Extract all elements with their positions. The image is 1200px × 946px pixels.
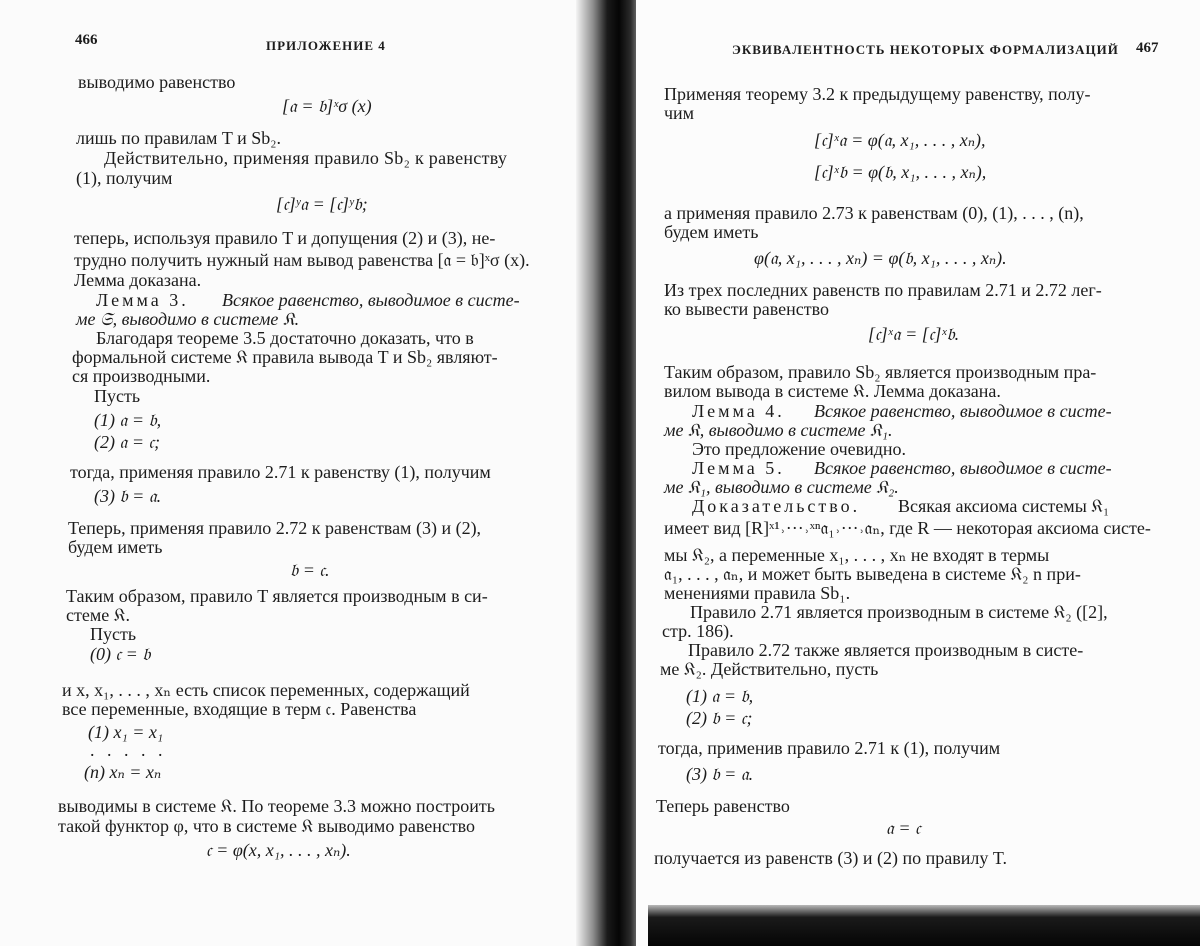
- lemma-statement: ме 𝔎₁, выводимо в системе 𝔎₂.: [664, 477, 899, 497]
- running-head-right: ЭКВИВАЛЕНТНОСТЬ НЕКОТОРЫХ ФОРМАЛИЗАЦИЙ: [732, 42, 1119, 57]
- text-line: такой функтор φ, что в системе 𝔎 выводимо равенство: [58, 816, 476, 836]
- lemma-heading: Лемма 4.: [692, 401, 785, 421]
- text-line: Таким образом, правило Sb₂ является производным пра-: [664, 362, 1097, 382]
- formula-line: [𝔞 = 𝔟]ˣσ (x): [282, 96, 372, 116]
- text-line: Действительно, применяя правило Sb₂ к равенству: [104, 148, 508, 168]
- text-line: стр. 186).: [662, 621, 734, 641]
- formula-line: 𝔞 = 𝔠: [886, 818, 921, 838]
- text-line: Из трех последних равенств по правилам 2.71 и 2.72 лег-: [664, 280, 1102, 300]
- lemma-statement: ме 𝔖, выводимо в системе 𝔎.: [76, 309, 300, 329]
- formula-line: 𝔟 = 𝔠.: [290, 560, 330, 580]
- text-line: выводимо равенство: [78, 72, 236, 92]
- text-line: Теперь, применяя правило 2.72 к равенствам (3) и (2),: [68, 518, 482, 538]
- text-line: имеет вид [R]ˣ¹˒···˒ˣⁿ𝔞₁˒···˒𝔞ₙ, где R — некоторая аксиома систе-: [664, 518, 1151, 538]
- equation-line: (3) 𝔟 = 𝔞.: [94, 486, 162, 506]
- text-line: Таким образом, правило T является производным в си-: [66, 586, 488, 606]
- formula-line: [𝔠]ʸ𝔞 = [𝔠]ʸ𝔟;: [276, 194, 368, 214]
- text-line: Благодаря теореме 3.5 достаточно доказать, что в: [96, 328, 474, 348]
- formula-line: [𝔠]ˣ𝔞 = [𝔠]ˣ𝔟.: [868, 324, 960, 344]
- text-line: Пусть: [90, 624, 137, 644]
- text-line: ме 𝔎₂. Действительно, пусть: [660, 659, 879, 679]
- equation-line: (2) 𝔟 = 𝔠;: [686, 708, 753, 728]
- page-number-right: 467: [1136, 40, 1159, 56]
- text-line: менениями правила Sb₁.: [664, 583, 851, 603]
- text-line: Лемма доказана.: [74, 270, 202, 290]
- text-line: чим: [664, 103, 695, 123]
- text-line: Это предложение очевидно.: [692, 439, 907, 459]
- text-line: выводимы в системе 𝔎. По теореме 3.3 можно построить: [58, 796, 495, 816]
- text-line: будем иметь: [664, 222, 759, 242]
- text-line: вилом вывода в системе 𝔎. Лемма доказана.: [664, 381, 1001, 401]
- lemma-statement: Всякое равенство, выводимое в систе-: [814, 401, 1112, 421]
- text-line: лишь по правилам T и Sb₂.: [76, 128, 282, 148]
- text-line: трудно получить нужный нам вывод равенства [𝔞 = 𝔟]ˣσ (x).: [74, 250, 530, 270]
- formula-line: [𝔠]ˣ𝔟 = φ(𝔟, x₁, . . . , xₙ),: [814, 162, 987, 182]
- text-line: теперь, используя правило T и допущения (2) и (3), не-: [74, 228, 496, 248]
- left-page: [0, 0, 598, 946]
- right-page: [636, 0, 1200, 946]
- formula-line: 𝔠 = φ(x, x₁, . . . , xₙ).: [206, 840, 351, 860]
- equation-line: (n) xₙ = xₙ: [84, 762, 162, 782]
- running-head-left: ПРИЛОЖЕНИЕ 4: [266, 38, 386, 53]
- equation-line: (1) 𝔞 = 𝔟,: [686, 686, 754, 706]
- lemma-heading: Лемма 3.: [96, 290, 189, 310]
- lemma-statement: Всякое равенство, выводимое в систе-: [814, 458, 1112, 478]
- text-line: 𝔞₁, . . . , 𝔞ₙ, и может быть выведена в системе 𝔎₂ n при-: [664, 564, 1081, 584]
- lemma-statement: ме 𝔎, выводимо в системе 𝔎₁.: [664, 420, 893, 440]
- text-line: а применяя правило 2.73 к равенствам (0), (1), . . . , (n),: [664, 203, 1084, 223]
- page-shadow: [648, 905, 1200, 946]
- text-line: мы 𝔎₂, а переменные x₁, . . . , xₙ не входят в термы: [664, 545, 1050, 565]
- text-line: (1), получим: [76, 168, 173, 188]
- equation-line: (1) 𝔞 = 𝔟,: [94, 410, 162, 430]
- equation-line: (2) 𝔞 = 𝔠;: [94, 432, 161, 452]
- equation-line: (1) x₁ = x₁: [88, 722, 164, 742]
- equation-line: (3) 𝔟 = 𝔞.: [686, 764, 754, 784]
- text-line: ся производными.: [72, 366, 211, 386]
- text-line: Всякая аксиома системы 𝔎₁: [898, 496, 1110, 516]
- text-line: Теперь равенство: [656, 796, 790, 816]
- formula-line: [𝔠]ˣ𝔞 = φ(𝔞, x₁, . . . , xₙ),: [814, 130, 986, 150]
- proof-heading: Доказательство.: [692, 496, 861, 516]
- text-line: тогда, применяя правило 2.71 к равенству (1), получим: [70, 462, 491, 482]
- text-line: и x, x₁, . . . , xₙ есть список переменных, содержащий: [62, 680, 470, 700]
- text-line: Пусть: [94, 386, 141, 406]
- text-line: все переменные, входящие в терм 𝔠. Равенства: [62, 699, 417, 719]
- lemma-statement: Всякое равенство, выводимое в систе-: [222, 290, 520, 310]
- text-line: ко вывести равенство: [664, 299, 829, 319]
- text-line: будем иметь: [68, 537, 163, 557]
- text-line: получается из равенств (3) и (2) по правилу T.: [654, 848, 1008, 868]
- text-line: формальной системе 𝔎 правила вывода T и Sb₂ являют-: [72, 347, 498, 367]
- page-number-left: 466: [75, 32, 98, 48]
- equation-line: (0) 𝔠 = 𝔟: [90, 644, 151, 664]
- text-line: тогда, применив правило 2.71 к (1), получим: [658, 738, 1001, 758]
- text-line: Правило 2.71 является производным в системе 𝔎₂ ([2],: [690, 602, 1108, 622]
- formula-line: φ(𝔞, x₁, . . . , xₙ) = φ(𝔟, x₁, . . . , xₙ).: [754, 248, 1007, 268]
- text-line: стеме 𝔎.: [66, 605, 130, 625]
- text-line: Применяя теорему 3.2 к предыдущему равенству, полу-: [664, 84, 1091, 104]
- lemma-heading: Лемма 5.: [692, 458, 785, 478]
- ellipsis-line: . . . . .: [90, 740, 167, 760]
- text-line: Правило 2.72 также является производным в систе-: [688, 640, 1084, 660]
